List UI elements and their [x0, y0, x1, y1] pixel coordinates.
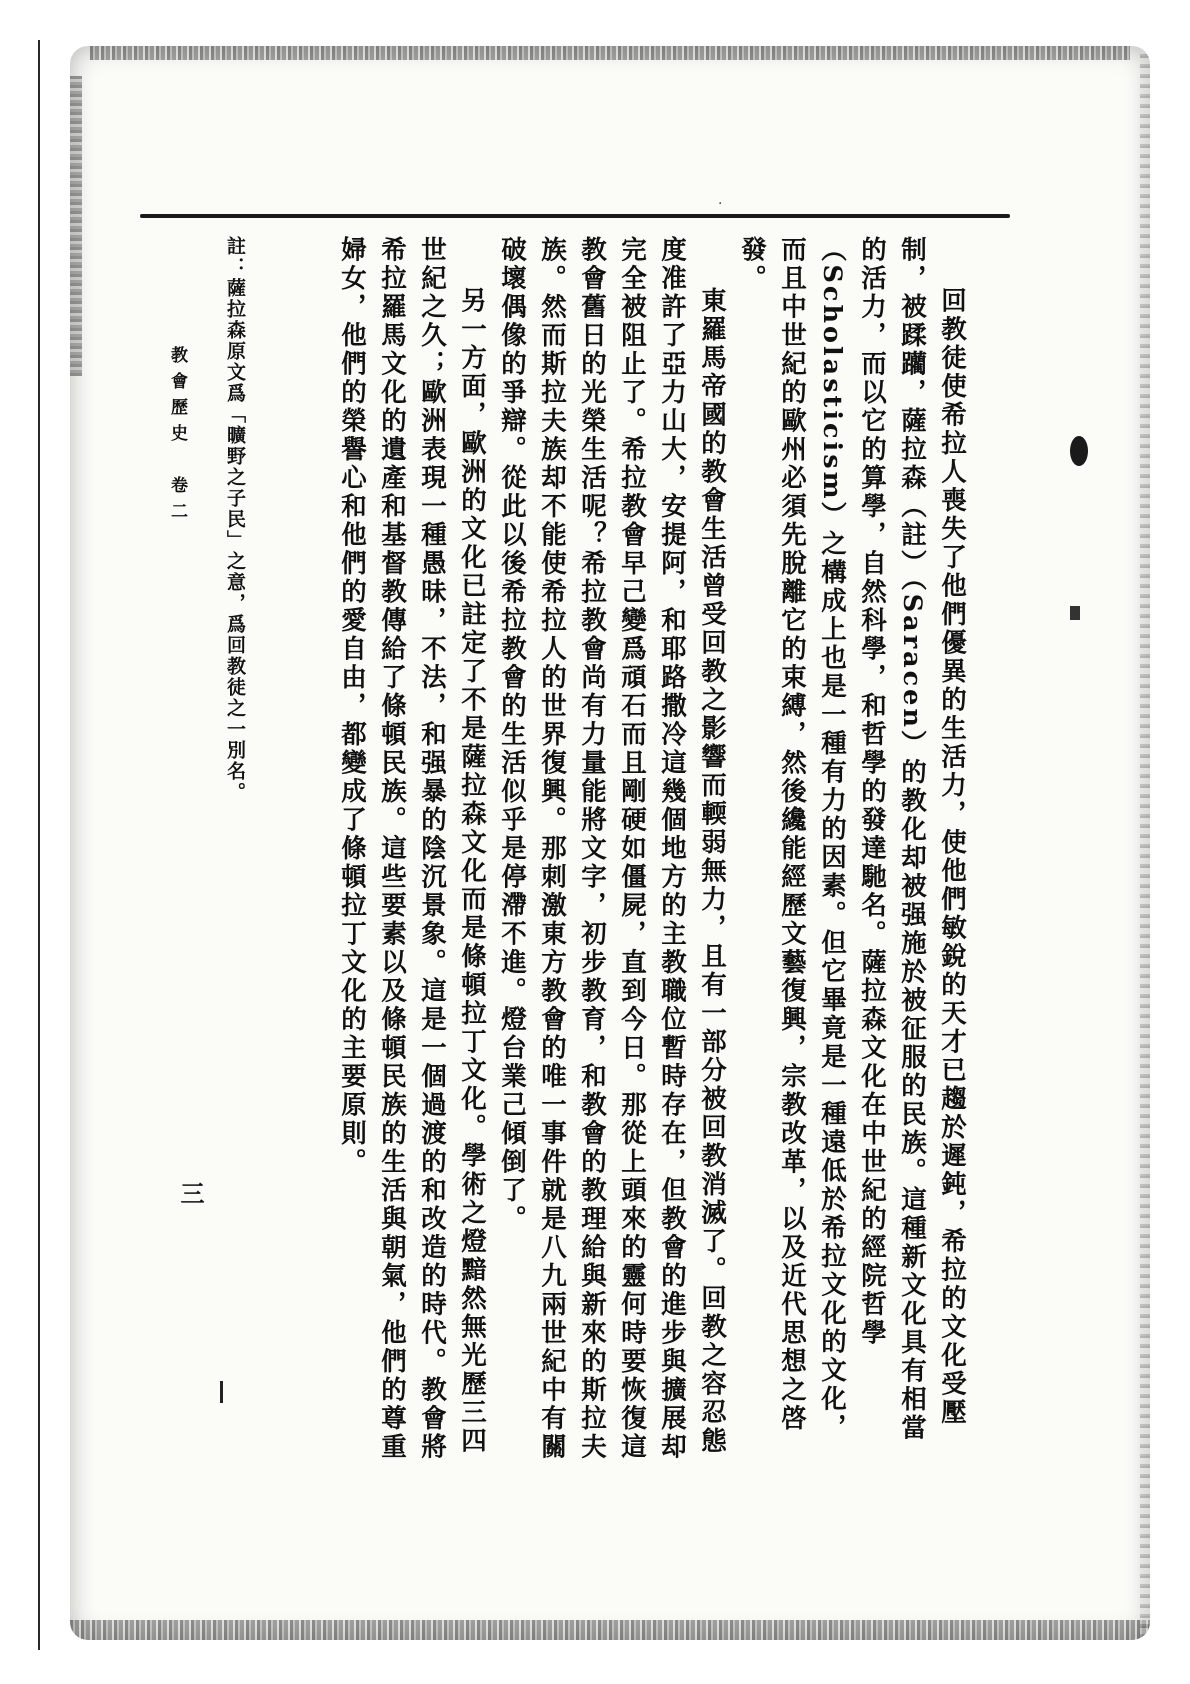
scan-speck: · [718, 196, 723, 212]
running-title: 教會歷史 卷二 [167, 346, 187, 528]
scanned-page [70, 46, 1150, 1640]
paragraph-1: 回教徒使希拉人喪失了他們優異的生活力，使他們敏銳的天才已趨於遲鈍，希拉的文化受壓制，被蹂躪，薩拉森（註）（Saracen）的教化却被强施於被征服的民族。這種新文化具有相當的活力，而以它的算學，自然科學，和哲學的發達馳名。薩拉森文化在中世紀的經院哲學（Scholasticism）之構成上也是一種有力的因素。但它畢竟是一種遠低於希拉文化的文化，而且中世紀的歐州必須先脫離它的束縛，然後纔能經歷文藝復興，宗教改革，以及近代思想之啓發。 [737, 236, 967, 1443]
footnote: 註：薩拉森原文爲「曠野之子民」之意，爲回教徒之一別名。 [224, 236, 246, 803]
paragraph-3: 另一方面，歐洲的文化已註定了不是薩拉森文化而是條頓拉丁文化。學術之燈黯然無光歷三四世紀之久；歐洲表現一種愚昧，不法，和强暴的陰沉景象。這是一個過渡的和改造的時代。教會將希拉羅馬文化的遺產和基督教傳給了條頓民族。這些要素以及條頓民族的生活與朝氣，他們的尊重婦女，他們的榮譽心和他們的愛自由，都變成了條頓拉丁文化的主要原則。 [337, 236, 487, 1462]
ink-mark-bottom [220, 1381, 223, 1403]
scan-edge-bottom [70, 1620, 1150, 1640]
header-rule [140, 214, 1010, 218]
binding-line [38, 40, 40, 1650]
paragraph-2: 東羅馬帝國的教會生活曾受回教之影響而輭弱無力，且有一部分被回教消滅了。回教之容忍態度准許了亞力山大，安提阿，和耶路撒冷這幾個地方的主教職位暫時存在，但教會的進步與擴展却完全被阻止了。希拉教會早己變爲頑石而且剛硬如僵屍，直到今日。那從上頭來的靈何時要恢復這教會舊日的光榮生活呢？希拉教會尚有力量能將文字，初步教育，和教會的教理給與新來的斯拉夫族。然而斯拉夫族却不能使希拉人的世界復興。那刺激東方教會的唯一事件就是八九兩世紀中有關破壞偶像的爭辯。從此以後希拉教會的生活似乎是停滯不進。燈台業己傾倒了。 [497, 236, 727, 1462]
scan-edge-right [1140, 46, 1150, 1640]
scan-edge-top [90, 46, 1130, 60]
scan-edge-left [70, 76, 82, 376]
ink-mark [1070, 606, 1080, 620]
page-number: 三 [176, 1181, 205, 1205]
body-text [260, 236, 972, 1466]
ink-stain [1070, 436, 1088, 466]
